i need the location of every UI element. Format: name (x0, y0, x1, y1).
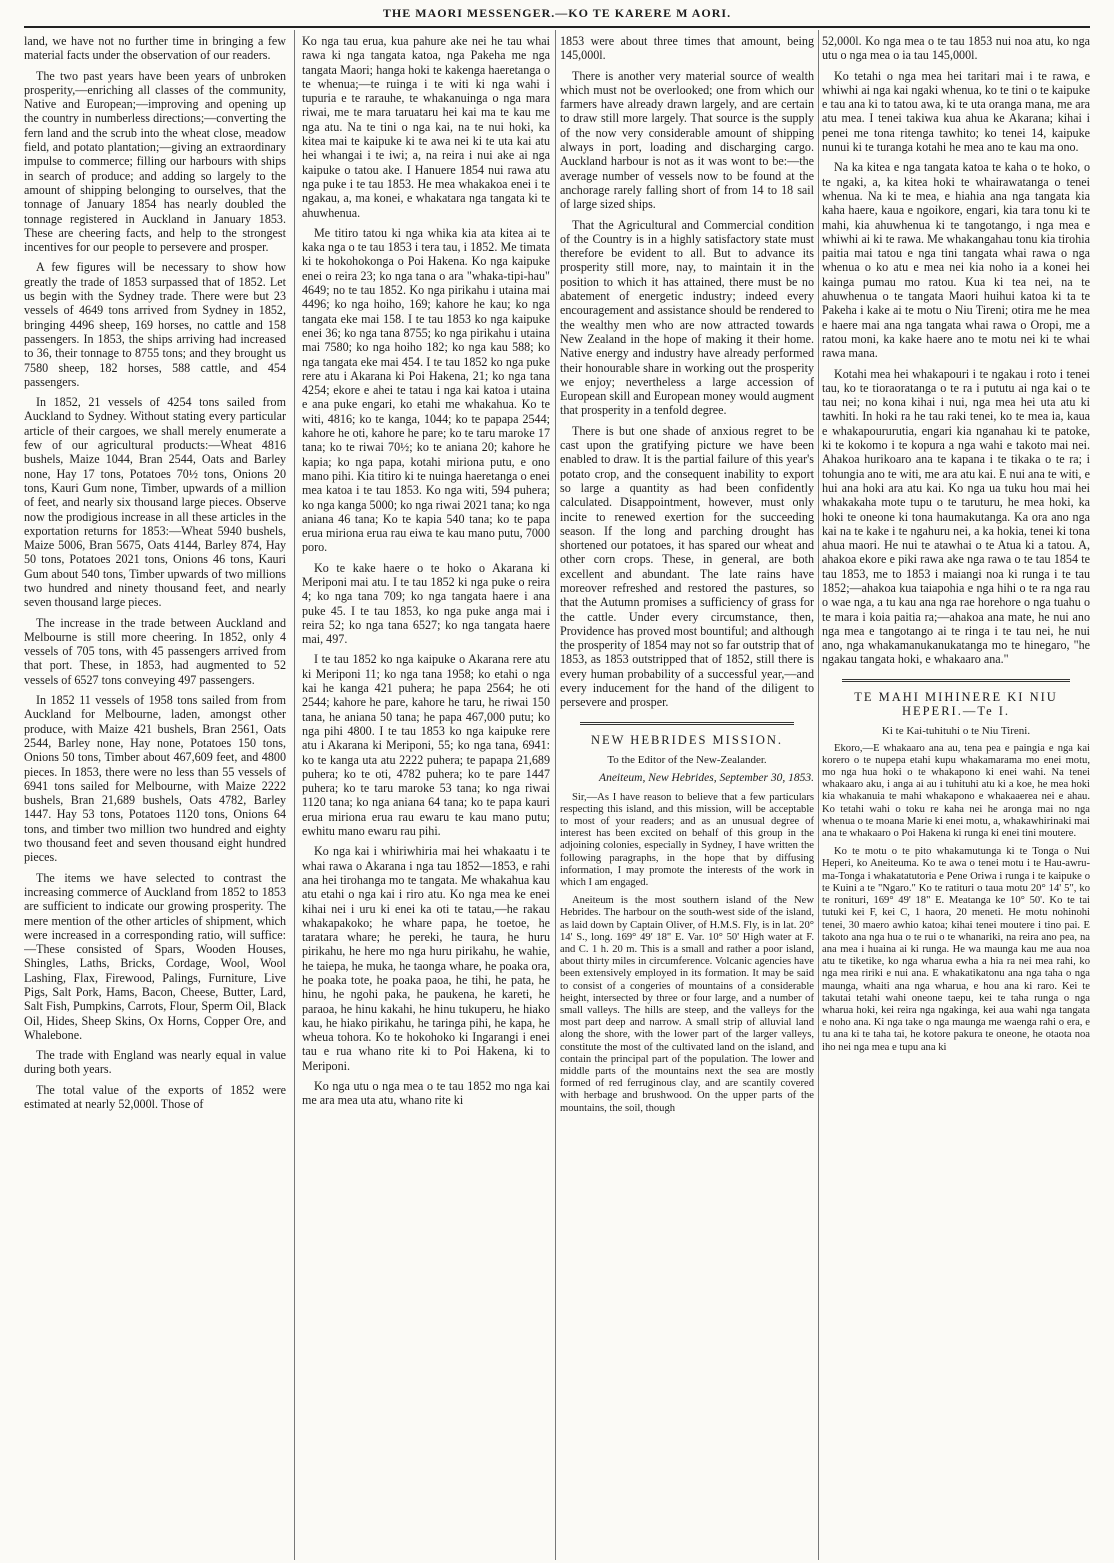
paragraph: There is another very material source of wealth which must not be overlooked; one from which our farmers have already drawn largely, and are certain to draw still more largely. That source is the supply of the now very considerable amount of shipping always in port, loading and discharging cargo. Auckland harbour is not as it was wont to be:—the average number of vessels now to be found at the anchorage rarely falling short of from 14 to 18 sail of large sized ships. (560, 68, 814, 212)
paragraph: Ekoro,—E whakaaro ana au, tena pea e paingia e nga kai korero o te nupepa etahi kupu whakamarama mo enei motu, mo nga hua hoki o te whakapono ki enei wahi. Na tenei whakaaro aku, i anga ai au i tuhituhi atu ki a koe, he mea hoki kia whakanuia te mahi whakapono e whakaaerea nei e ahau. Ko tetahi wahi o toku re kaha nei he aronga mai no nga whenua o te moana Marie ki enei motu, a, whakawhirinaki mai ana te whakaaro o Poi Hakena ki runga ki enei tini moutere. (822, 742, 1090, 840)
article-subheading: Ki te Kai-tuhituhi o te Niu Tireni. (881, 725, 1031, 738)
column-english-trade (24, 34, 286, 1558)
article-separator (580, 722, 794, 725)
column-divider (555, 30, 556, 1560)
paragraph: land, we have not no further time in bringing a few material facts under the observation of our readers. (24, 34, 286, 63)
paragraph: Ko nga utu o nga mea o te tau 1852 mo nga kai me ara mea uta atu, whano rite ki (302, 1079, 550, 1108)
paragraph: There is but one shade of anxious regret to be cast upon the gratifying picture we have been enabled to draw. It is the partial failure of this year's potato crop, and the consequent inability to export so large a quantity as had been confidently calculated. Disappointment, however, must only incite to renewed exertion for the succeeding season. If the long and parching drought has shortened our potatoes, it has spared our wheat and other corn crops. These, in general, are both excellent and abundant. The late rains have moreover refreshed and restored the pastures, so that the Autumn promises a sufficiency of grass for the cattle. Under every circumstance, then, Providence has proved most bountiful; and although the prosperity of 1854 may not so far outstrip that of 1853, as 1853 outstripped that of 1852, still there is every human probability of a successful year,—and every inducement for the hand of the diligent to persevere and prosper. (560, 423, 814, 710)
paragraph: Ko te motu o te pito whakamutunga ki te Tonga o Nui Heperi, ko Aneiteuma. Ko te awa o tenei motu i te Hau-awru-ma-Tonga i whakatatutoria e Pene Oriwa i runga i te kaipuke o te Kuini a te "Ngaro." Ko te ratituri o taua motu 20° 14' 5", ko te ronituri, 169° 49' 18" E. Meatanga ke 10° 50'. Ko te tai tutuki kei F, kei C, 1 haora, 20 meneti. He motu nohinohi tenei, 30 maero awhio katoa; kihai tenei moutere i tino pai. E takoto ana nga hua o te rui o te whanariki, na reira ano pea, na ana mea i huaina ai ki runga. He wa maunga kau me aua noa atu te tiketike, ko nga wharua ewha a hia ra nei mea rahi, ko nga mea ririki e nui ana. E whakatikatonu ana nga taha o nga maunga, whaiti ana nga wharua, e hou ana ki raro. Kei te takutai tetahi wahi oneone taepu, kei te taha runga o nga wharua hoki, kei reira nga ngakinga, kei aua wahi nga tangata e noho ana. Ki nga take o nga maunga me waenga rahi o era, e tu ana ki te taha tai, he kotore pakura te oneone, he otaota noa iho nei nga mea e tupu ana ki (822, 846, 1090, 1053)
paragraph: I te tau 1852 ko nga kaipuke o Akarana rere atu ki Meriponi 11; ko nga tana 1958; ko etahi o nga kai he kanga 421 puhera; he papa 2564; he oti 2544; kahore he pare, kahore he taru, he riwai 150 tana, he aniana 50 tana; he papa 467,000 putu; ko nga pihi 4800. I te tau 1853 ko nga kaipuke rere atu i Akarana ki Meriponi, 55; ko nga tana, 6941: ko te kanga uta atu 2222 puhera; te papapa 21,689 puhera; ko te oti, 4782 puhera; ko te pare 1447 puhera; ko te taru maroke 53 tana; ko nga riwai 1120 tana; ko nga aniana 64 tana; ko te papa kauri erua miriona erua rau ewaru te kau mano putu; ewhitu mano ewaru rau pihi. (302, 652, 550, 839)
paragraph: The increase in the trade between Auckland and Melbourne is still more cheering. In 1852, only 4 vessels of 705 tons, with 45 passengers arrived from that port. These, in 1853, had augmented to 52 vessels of 6527 tons conveying 497 passengers. (24, 615, 286, 687)
dateline: Aneiteum, New Hebrides, September 30, 1853. (599, 772, 814, 785)
paragraph: The two past years have been years of unbroken prosperity,—enriching all classes of the community, Native and European;—improving and opening up the country in numberless directions;—converting the fern land and the scrub into the wheat close, meadow field, and potato plantation;—giving an extraordinary impulse to commerce; filling our harbours with ships in search of produce; and adding so largely to the amount of shipping belonging to ourselves, that the tonnage of January 1854 has nearly doubled the tonnage registered in Auckland in January 1853. These are cheering facts, and help to the strongest incentives for our people to persevere and prosper. (24, 68, 286, 255)
paragraph: A few figures will be necessary to show how greatly the trade of 1853 surpassed that of 1852. Let us begin with the Sydney trade. There were but 23 vessels of 4649 tons arrived from Sydney in 1852, bringing 4496 sheep, 169 horses, no cattle and 158 passengers. In 1853, the ships arriving had increased to 36, their tonnage to 8755 tons; and they brought us 7580 sheep, 182 horses, 588 cattle, and 454 passengers. (24, 260, 286, 389)
paragraph: In 1852, 21 vessels of 4254 tons sailed from Auckland to Sydney. Without stating every particular article of their cargoes, we shall merely enumerate a few of our agricultural products:—Wheat 4816 bushels, Maize 1044, Bran 2544, Oats and Barley none, Hay 17 tons, Potatoes 70½ tons, Onions 20 tons, Kauri Gum none, Timber, upwards of a million of feet, and nearly six thousand large pieces. Observe now the prodigious increase in all these articles in the exportation returns for 1853:—Wheat 5940 bushels, Maize 5006, Bran 5675, Oats 4144, Barley 874, Hay 50 tons, Potatoes 2021 tons, Onions 46 tons, Kauri Gum about 540 tons, Timber upwards of two millions two hundred and ninety thousand feet, and nearly seven thousand large pieces. (24, 395, 286, 610)
paragraph: Kotahi mea hei whakapouri i te ngakau i roto i tenei tau, ko te tioraoratanga o te ra i pututu ai nga kai o te tau nei; no kona kihai i nui, nga mea hei uta atu ki tawhiti. In hoki ra he tau raki tenei, ko te mea ia, kaua e whakapoururutia, engari kia nganahau ki te patoke, ki te kokomo i te kopura a nga wahi e takoto mai nei. Ahakoa hurikoaro ana te kapana i te tikaka o te ra; i tohungia ano te witi, me ara atu kai. E nui ana te witi, e hui ana hoki ara atu kai. Ko nga ua tuku hou mai hei whakakaha mote tupu o te taruturu, he mea hoki, ka hoki te oneone ki tona haumakutanga. Ka ora ano nga kai na te kake i te ngahuru nei, a ka hokia, tenei ki tona ahua maori. He nui te atawhai o te Atua ki a tatou. A, ahakoa ekore e piki rawa ake nga rawa o te tau 1854 te tau 1853, me to 1853 i maiangi noa ki runga i te tau 1852;—ahakoa kua taiapohia e nga hihi o te ra nga rau o wae nga, a tu kau ana nga rae horehore o nga tuahu o te mara i koia paitia ra;—ahakoa ana mate, he nui ano nga mea e tangotango ai te ringa i te tau nei, he nui ano, nga whakamanukanukatanga mo te hinegaro, "he ngakau tangata hoki, e whakaaro ana." (822, 366, 1090, 667)
column-maori-continued (822, 34, 1090, 1558)
column-divider (294, 30, 295, 1560)
paragraph: Ko nga kai i whiriwhiria mai hei whakaatu i te whai rawa o Akarana i nga tau 1852—1853, e rahi ana hei tirohanga mo te tangata. Me whakahua kau atu etahi o nga kai i riro atu. Ko nga mea ke enei kihai nei i uru ki enei ka oti te tatau,—he rakau whakapakoko; he whare papa, he toetoe, he taratara whare; he pereki, he taura, he huru pirikahu, he here mo nga huru pirikahu, he wahie, he taiepa, he muka, he taonga whare, he poaka ora, he poaka tote, he poaka paoa, he tihi, he pata, he hinu, he ngohi paka, he paukena, he kareti, he paraoa, he hinu kakahi, he hinu tukuperu, he hiako kau, he hiako pirikahu, he taringa pihi, he kapa, he wheua tohora. Ko te hokohoko ki Ingarangi i enei tau e rua whano rite ki to Poi Hakena, ki to Meriponi. (302, 844, 550, 1073)
paragraph: Sir,—As I have reason to believe that a few particulars respecting this island, and this mission, will be acceptable to most of your readers; and as an unusual degree of interest has been excited on behalf of this group in the adjoining colonies, especially in Sydney, I have written the following paragraphs, in the hope that by diffusing information, I may promote the interests of the work in which I am engaged. (560, 791, 814, 888)
article-heading: NEW HEBRIDES MISSION. (590, 732, 784, 747)
masthead: THE MAORI MESSENGER.—KO TE KARERE M AORI. (382, 6, 732, 20)
column-divider (818, 30, 819, 1560)
masthead-rule (24, 26, 1090, 28)
paragraph: The trade with England was nearly equal in value during both years. (24, 1048, 286, 1077)
column-maori-trade (302, 34, 550, 1558)
paragraph: Ko nga tau erua, kua pahure ake nei he tau whai rawa ki nga tangata katoa, nga Pakeha me nga tangata Maori; hanga hoki te kakenga haeretanga o te whenua;—te ruinga i te witi ki nga wahi i tupuria e te rarauhe, te whakanuinga o nga mara riwai, me te mara taruataru hei kai ma te kau me nga atu. Na te tini o nga kai, na te nui hoki, ka kitea mai te kaipuke ki te awa nei ki te uta kai atu hei whangai i te iwi; a, na reira i nui ake ai nga kaipuke o tatou ake. I Hanuere 1854 nui rawa atu nga puke i te tau 1853. He mea whakakoa enei i te ngakau, a, ma konei, e whakatara nga tangata ki te ahuwhenua. (302, 34, 550, 220)
paragraph: 52,000l. Ko nga mea o te tau 1853 nui noa atu, ko nga utu o nga mea o ia tau 145,000l. (822, 34, 1090, 63)
paragraph: The items we have selected to contrast the increasing commerce of Auckland from 1852 to 1853 are sufficient to indicate our growing prosperity. The mere mention of the other articles of shipment, which were increased in a corresponding ratio, will suffice:—These consisted of Spars, Wooden Houses, Shingles, Laths, Bricks, Cordage, Wool, Wool Lashing, Flax, Firewood, Palings, Furniture, Live Pigs, Salt Pork, Hams, Bacon, Cheese, Butter, Lard, Salt Fish, Pumpkins, Carrots, Flour, Sperm Oil, Black Oil, Hides, Sheep Skins, Ox Horns, Copper Ore, and Whalebone. (24, 870, 286, 1042)
column-english-continued (560, 34, 814, 1558)
paragraph: Me titiro tatou ki nga whika kia ata kitea ai te kaka nga o te tau 1853 i tera tau, i 1852. Me timata ki te hokohokonga o Poi Hakena. Ko nga kaipuke enei o reira 23; ko nga tana o ara "whaka-tipi-hau" 4649; no te tau 1852. Ko nga pirikahu i utaina mai 4496; ko nga hoiho, 169; kahore he kau; ko nga tangata eke mai 158. I te tau 1853 ko nga kaipuke enei 36; ko nga tana 8755; ko nga pirikahu i utaina mai 7580; ko nga hoiho 182; ko nga kau 588; ko nga tangata eke mai 454. I te tau 1852 ko nga puke rere atu i Akarana ki Poi Hakena, 21; ko nga tana 4254; ekore e ahei te tatau i nga kai katoa i utaina e ana puke engari, ko etahi me whakahua. Ko te witi, 4816; ko te kanga, 1044; ko te papapa 2544; kahore he oti, kahore he pare; ko te taru maroke 17 tana; ko te riwai 70½; ko te aniana 20; kahore he kapia; ko nga papa, kotahi miriona putu, e ono mano pihi. Kia titiro ki te nuinga haeretanga o enei mea katoa i te tau 1853. Ko nga witi, 594 puhera; ko nga kanga 5000; ko nga riwai 2021 tana; ko nga aniana 46 tana; Ko te kapia 540 tana; ko te papa erua miriona erua rau eiwa te kau mano putu, 7000 poro. (302, 225, 550, 555)
paragraph: In 1852 11 vessels of 1958 tons sailed from from Auckland for Melbourne, laden, amongst other produce, with Maize 421 bushels, Bran 2561, Oats 2544, Barley none, Hay none, Potatoes 150 tons, Onions 50 tons, Timber about 467,609 feet, and 4800 pieces. In 1853, there were no less than 55 vessels of 6941 tons sailed for Melbourne, with Maize 2222 bushels, Bran 21,689 bushels, Oats 4782, Barley 1447. Hay 53 tons, Potatoes 1120 tons, Onions 64 tons, and timber two million two hundred and eighty two thousand feet and seven thousand eight hundred pieces. (24, 693, 286, 865)
paragraph: 1853 were about three times that amount, being 145,000l. (560, 34, 814, 63)
article-heading: TE MAHI MIHINERE KI NIU HEPERI.—Te I. (854, 689, 1058, 719)
paragraph: That the Agricultural and Commercial condition of the Country is in a highly satisfactory state must therefore be evident to all. But to advance its prosperity still more, nay, to maintain it in the position to which it has attained, there must be no abatement of energetic industry; indeed every encouragement and assistance should be rendered to the wealthy men who are now attracted towards New Zealand in the hope of making it their home. Native energy and industry have already performed their honourable share in working out the prosperity we enjoy; nevertheless a large accession of European skill and European money would augment that prosperity in a tenfold degree. (560, 217, 814, 418)
article-subheading: To the Editor of the New-Zealander. (607, 753, 767, 766)
article-separator (842, 679, 1070, 682)
paragraph: The total value of the exports of 1852 were estimated at nearly 52,000l. Those of (24, 1082, 286, 1112)
paragraph: Ko tetahi o nga mea hei taritari mai i te rawa, e whiwhi ai nga kai ngaki whenua, ko te tini o te kaipuke e tau ana ki to tatou awa, ki te uta oranga mana, me ara atu mea. I tenei takiwa kua ahua ke Akarana; kihai i penei me tona ritenga tawhito; ko tenei 14, kaipuke nunui ki te turanga kotahi he mea ano te kau ma ono. (822, 68, 1090, 155)
paragraph: Aneiteum is the most southern island of the New Hebrides. The harbour on the south-west side of the island, as laid down by Captain Oliver, of H.M.S. Fly, is in lat. 20° 14' S., long. 169° 49' 18" E. Var. 10° 50' High water at F. and C. 1 h. 20 m. This is a small and rather a poor island, about thirty miles in circumference. Volcanic agencies have been extensively employed in its formation. It may be said to consist of a congeries of mountains of a considerable height, intersected by three or four large, and a number of small valleys. The hills are steep, and the valleys for the most part deep and narrow. A small strip of alluvial land along the shore, with the lower part of the larger valleys, constitute the most of the cultivated land on the island, and contain the principal part of the population. The lower and middle parts of the mountains next the sea are mostly formed of red ferruginous clay, and are scantily covered with herbage and brushwood. On the upper parts of the mountains, the soil, though (560, 895, 814, 1114)
paragraph: Na ka kitea e nga tangata katoa te kaha o te hoko, o te ngaki, a, ka kitea hoki te whairawatanga o tenei whenua. Na ki te mea, e hiahia ana nga tangata kia kaha haere, kaua e ngoikore, engari, kia tara tonu ki te mahi, kia ahuwhenua ki te tangotango, i nga mea e whiwhi ai ki te rawa. Me whakangahau tonu kia tirohia paitia mai tatou e nga tini tangata whai rawa o nga whenua o ko atu e mea nei kia noho ia a konei hei kainga pumau mo ratou. Kua ki tea nei, na te ahuwhenua o te tangata Maori huihui katoa ki ta te Pakeha i kake ai te motu o Niu Tireni; otira me he mea e haere mai ana nga tangata whai rawa o Oropi, me a ratou moni, ka kake haere ano te motu nei ki te whai rawa mana. (822, 160, 1090, 361)
paragraph: Ko te kake haere o te hoko o Akarana ki Meriponi mai atu. I te tau 1852 ki nga puke o reira 4; ko nga tana 709; ko nga tangata haere i ana puke 45. I te tau 1853, ko nga puke anga mai i reira 52; ko nga tana 6527; ko nga tangata haere mai, 497. (302, 560, 550, 647)
